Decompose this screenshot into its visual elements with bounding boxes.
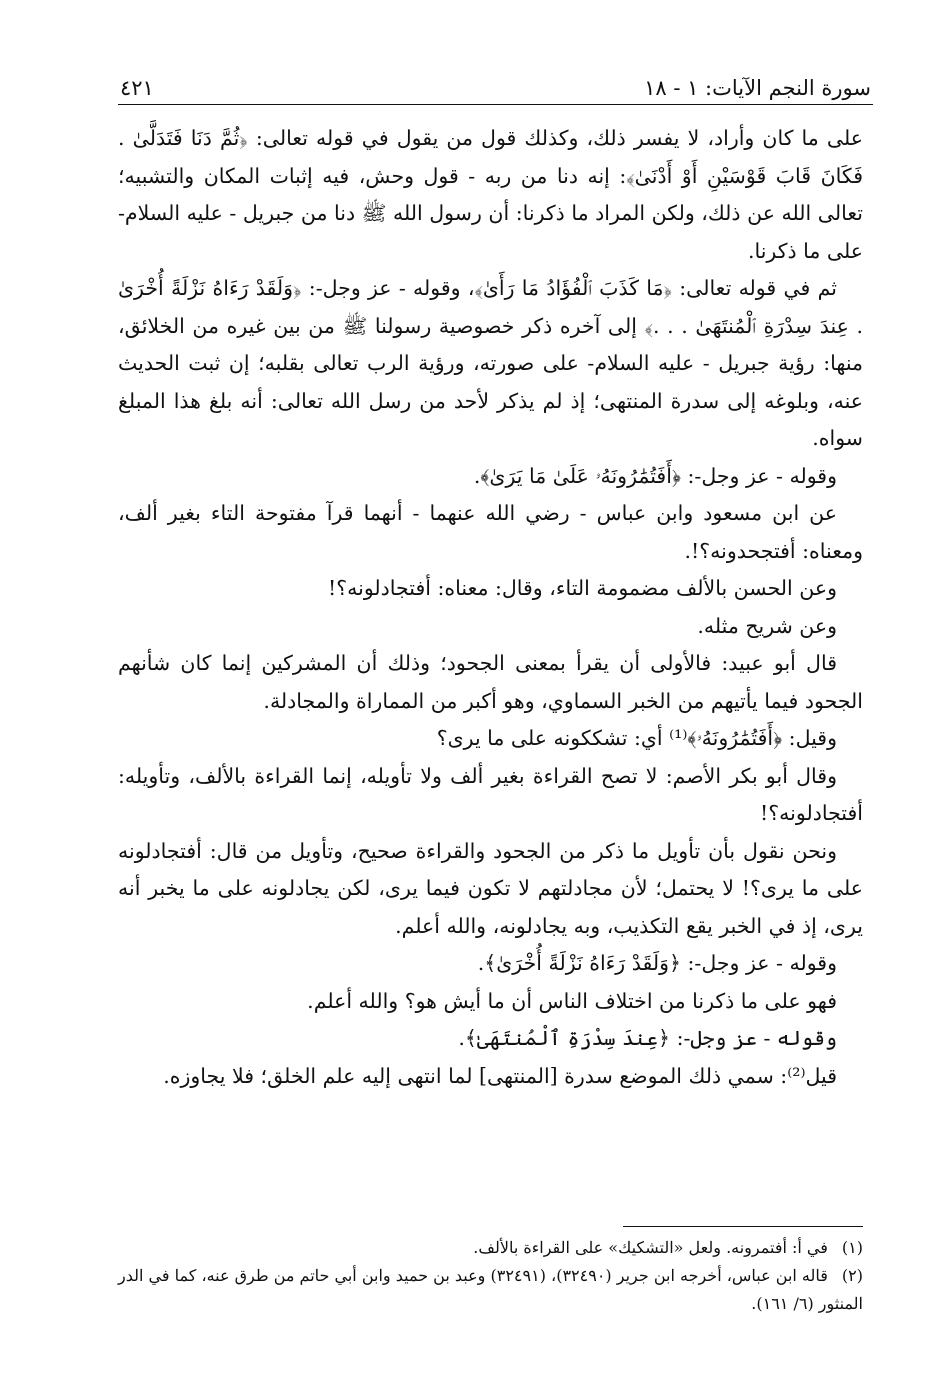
paragraph: وقيل: ﴿أَفَتُمَٰرُونَهُۥ﴾⁽¹⁾ أي: تشككونه على ما يرى؟ — [436, 726, 837, 750]
page-number: ٤٢١ — [120, 76, 154, 100]
header-divider — [118, 104, 873, 105]
paragraph: وقوله - عز وجل-: ﴿عِندَ سِدْرَةِ ٱلْمُنتَهَىٰ﴾. — [458, 1026, 837, 1050]
running-header — [120, 60, 871, 100]
main-text — [118, 120, 863, 1095]
paragraph: وقوله - عز وجل-: ﴿وَلَقَدْ رَءَاهُ نَزْلَةً أُخْرَىٰ﴾. — [477, 951, 837, 975]
paragraph: وقال أبو بكر الأصم: لا تصح القراءة بغير ألف ولا تأويله، إنما القراءة بالألف، وتأويله: أفتجادلونه؟! — [118, 763, 863, 825]
paragraph: ثم في قوله تعالى: ﴿مَا كَذَبَ ٱلْفُؤَادُ مَا رَأَىٰ﴾، وقوله - عز وجل-: ﴿وَلَقَدْ رَءَاهُ نَزْلَةً أُخْرَىٰ . عِندَ سِدْرَةِ ٱلْمُنتَهَىٰ . . .﴾ إلى آخره ذكر خصوصية رسولنا ﷺ من بين غيره من الخلائق، منها: رؤية جبريل - عليه السلام- على صورته، ورؤية الرب تعالى بقلبه؛ إن ثبت الحديث عنه، وبلوغه إلى سدرة المنتهى؛ إذ لم يذكر لأحد من رسل الله تعالى: أنه بلغ هذا المبلغ سواه. — [118, 276, 863, 450]
footnote-text: في أ: أفتمرونه. ولعل «التشكيك» على القراءة بالألف. — [473, 1238, 828, 1257]
paragraph: وقوله - عز وجل-: ﴿أَفَتُمَٰرُونَهُۥ عَلَىٰ مَا يَرَىٰ﴾. — [473, 463, 837, 488]
paragraph: عن ابن مسعود وابن عباس - رضي الله عنهما - أنهما قرآ مفتوحة التاء بغير ألف، ومعناه: أفتجحدونه؟!. — [118, 501, 863, 563]
footnote — [118, 1262, 863, 1318]
paragraph: وعن شريح مثله. — [697, 613, 837, 638]
paragraph: فهو على ما ذكرنا من اختلاف الناس أن ما أيش هو؟ والله أعلم. — [307, 988, 837, 1013]
footnote-number: (٢) — [841, 1266, 864, 1285]
footnote-number: (١) — [841, 1238, 863, 1257]
surah-title: سورة النجم الآيات: ١ - ١٨ — [644, 76, 871, 100]
paragraph: على ما كان وأراد، لا يفسر ذلك، وكذلك قول من يقول في قوله تعالى: ﴿ثُمَّ دَنَا فَتَدَلَّىٰ . فَكَانَ قَابَ قَوْسَيْنِ أَوْ أَدْنَىٰ﴾: إنه دنا من ربه - قول وحش، فيه إثبات المكان والتشبيه؛ تعالى الله عن ذلك، ولكن المراد ما ذكرنا: أن رسول الله ﷺ دنا من جبريل - عليه السلام- على ما ذكرنا. — [118, 126, 863, 263]
paragraph: ونحن نقول بأن تأويل ما ذكر من الجحود والقراءة صحيح، وتأويل من قال: أفتجادلونه على ما يرى؟! لا يحتمل؛ لأن مجادلتهم لا تكون فيما يرى، لكن يجادلونه على ما يخبر أنه يرى، إذ في الخبر يقع التكذيب، وبه يجادلونه، والله أعلم. — [118, 838, 863, 938]
footnote-text: قاله ابن عباس، أخرجه ابن جرير (٣٢٤٩٠)، (٣٢٤٩١) وعبد بن حميد وابن أبي حاتم من طرق عنه، كما في الدر المنثور (٦/ ١٦١). — [118, 1266, 863, 1313]
footnotes — [118, 1234, 863, 1318]
footnote-divider — [623, 1226, 863, 1227]
footnote — [118, 1234, 863, 1262]
paragraph: قال أبو عبيد: فالأولى أن يقرأ بمعنى الجحود؛ وذلك أن المشركين إنما كان شأنهم الجحود فيما يأتيهم من الخبر السماوي، وهو أكبر من المماراة والمجادلة. — [118, 651, 863, 713]
paragraph: قيل⁽²⁾: سمي ذلك الموضع سدرة [المنتهى] لما انتهى إليه علم الخلق؛ فلا يجاوزه. — [163, 1063, 837, 1088]
paragraph: وعن الحسن بالألف مضمومة التاء، وقال: معناه: أفتجادلونه؟! — [328, 576, 837, 600]
